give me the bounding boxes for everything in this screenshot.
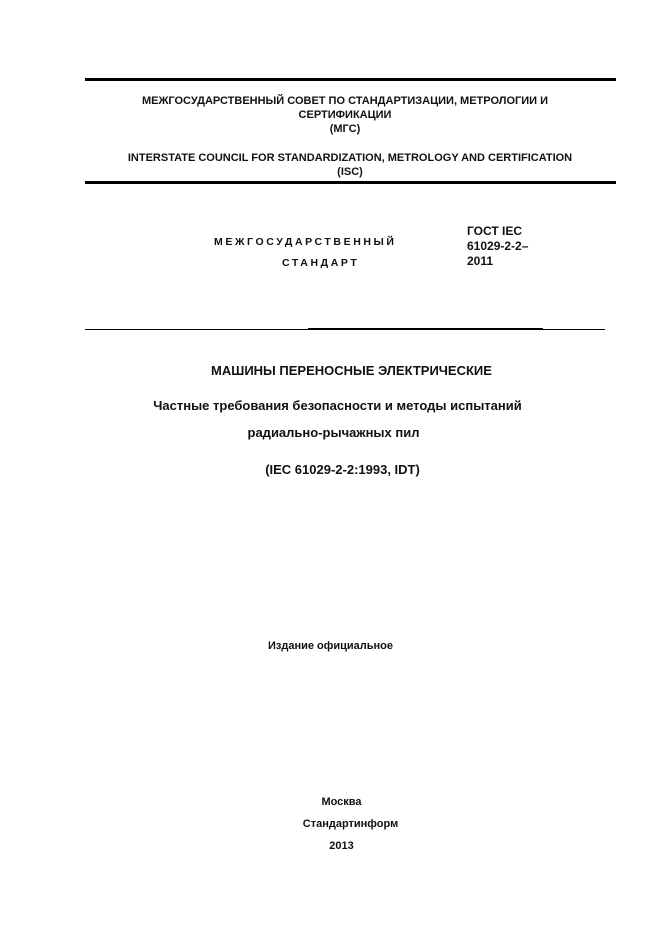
imprint-year: 2013 xyxy=(329,840,354,852)
top-rule xyxy=(85,78,616,81)
edition-label: Издание официальное xyxy=(267,640,394,652)
document-title: МАШИНЫ ПЕРЕНОСНЫЕ ЭЛЕКТРИЧЕСКИЕ xyxy=(211,363,492,378)
council-en-block xyxy=(85,151,615,179)
council-ru-block xyxy=(95,94,595,136)
iec-reference: (IEC 61029-2-2:1993, IDT) xyxy=(265,462,420,477)
imprint-publisher: Стандартинформ xyxy=(302,818,399,830)
gost-line3: 2011 xyxy=(467,254,494,268)
standard-label-line1: МЕЖГОСУДАРСТВЕННЫЙ xyxy=(214,236,397,248)
gost-line1: ГОСТ IEC xyxy=(467,224,523,238)
gost-line2: 61029-2-2– xyxy=(467,239,529,253)
gost-designation xyxy=(467,224,528,269)
designation-rule-thick xyxy=(308,328,543,330)
council-en-line1: INTERSTATE COUNCIL FOR STANDARDIZATION, METROLOGY AND CERTIFICATION xyxy=(127,152,573,164)
document-subtitle-line1: Частные требования безопасности и методы испытаний xyxy=(153,398,522,413)
standard-label-line2: СТАНДАРТ xyxy=(282,257,360,269)
council-bottom-rule xyxy=(85,181,616,184)
council-en-abbr: (ISC) xyxy=(337,166,363,178)
council-ru-abbr: (МГС) xyxy=(329,123,361,135)
council-ru-line1: МЕЖГОСУДАРСТВЕННЫЙ СОВЕТ ПО СТАНДАРТИЗАЦИИ, МЕТРОЛОГИИ И xyxy=(141,95,549,107)
document-subtitle-line2: радиально-рычажных пил xyxy=(247,425,420,440)
imprint-city: Москва xyxy=(321,796,362,808)
council-ru-line2: СЕРТИФИКАЦИИ xyxy=(298,109,392,121)
